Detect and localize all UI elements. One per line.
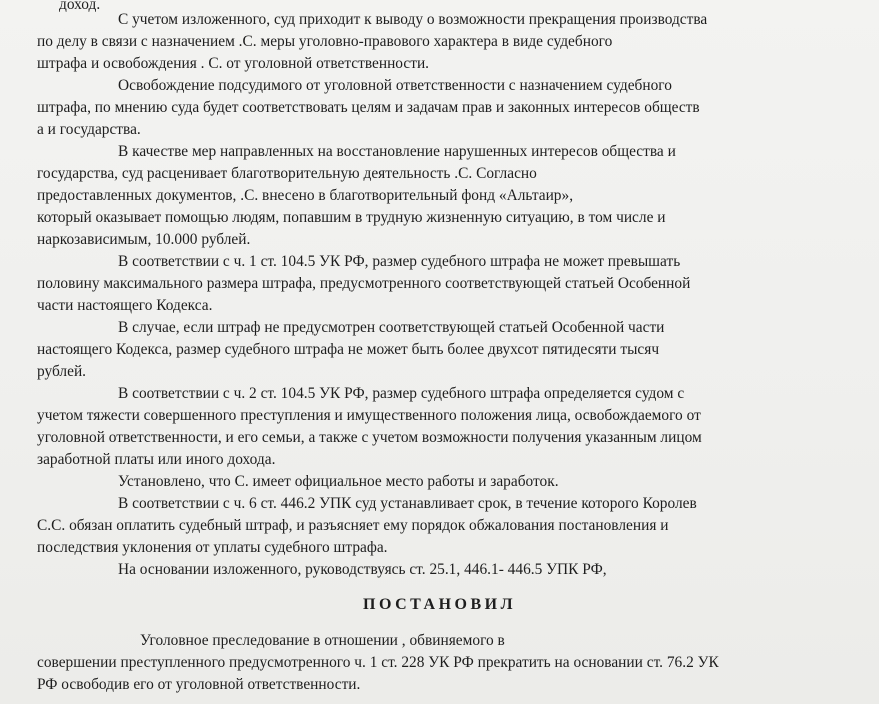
- text-line-5: Освобождение подсудимого от уголовной ответственности с назначением судебного: [118, 77, 672, 94]
- text-line-23: Установлено, что С. имеет официальное место работы и заработок.: [118, 473, 559, 490]
- text-line-14: половину максимального размера штрафа, предусмотренного соответствующей статьей Особенной: [37, 275, 691, 292]
- text-line-15: части настоящего Кодекса.: [37, 297, 213, 314]
- text-line-26: последствия уклонения от уплаты судебного штрафа.: [37, 539, 388, 556]
- text-line-27: На основании изложенного, руководствуясь ст. 25.1, 446.1- 446.5 УПК РФ,: [118, 561, 607, 578]
- text-line-2: С учетом изложенного, суд приходит к выводу о возможности прекращения производства: [118, 11, 708, 28]
- text-line-17: настоящего Кодекса, размер судебного штрафа не может быть более двухсот пятидесяти тысяч: [37, 341, 660, 358]
- ruling-line-1: Уголовное преследование в отношении , обвиняемого в: [140, 632, 505, 649]
- text-line-25: С.С. обязан оплатить судебный штраф, и разъясняет ему порядок обжалования постановления и: [37, 517, 669, 534]
- text-line-24: В соответствии с ч. 6 ст. 446.2 УПК суд устанавливает срок, в течение которого Королев: [118, 495, 697, 512]
- text-line-3: по делу в связи с назначением .С. меры уголовно-правового характера в виде судебного: [37, 33, 613, 50]
- text-line-8: В качестве мер направленных на восстановление нарушенных интересов общества и: [118, 143, 676, 160]
- text-line-4: штрафа и освобождения . С. от уголовной ответственности.: [37, 55, 430, 72]
- text-line-9: государства, суд расценивает благотворительную деятельность .С. Согласно: [37, 165, 537, 182]
- ruling-line-2: совершении преступленного предусмотренного ч. 1 ст. 228 УК РФ прекратить на основании ст. 76.2 УК: [37, 654, 719, 671]
- text-line-18: рублей.: [37, 363, 87, 380]
- text-line-11: который оказывает помощью людям, попавшим в трудную жизненную ситуацию, в том числе и: [37, 209, 666, 226]
- text-line-19: В соответствии с ч. 2 ст. 104.5 УК РФ, размер судебного штрафа определяется судом с: [118, 385, 685, 402]
- text-line-10: предоставленных документов, .С. внесено в благотворительный фонд «Альтаир»,: [37, 187, 574, 204]
- text-line-22: заработной платы или иного дохода.: [37, 451, 276, 468]
- text-line-7: а и государства.: [37, 121, 141, 138]
- text-line-1: доход.: [59, 0, 101, 13]
- text-line-20: учетом тяжести совершенного преступления и имущественного положения лица, освобождаемого от: [37, 407, 701, 424]
- ruling-line-3: РФ освободив его от уголовной ответственности.: [37, 676, 361, 693]
- text-line-21: уголовной ответственности, и его семьи, а также с учетом возможности получения указанным лицом: [37, 429, 702, 446]
- text-line-13: В соответствии с ч. 1 ст. 104.5 УК РФ, размер судебного штрафа не может превышать: [118, 253, 681, 270]
- text-line-16: В случае, если штраф не предусмотрен соответствующей статьей Особенной части: [118, 319, 665, 336]
- ruling-heading: ПОСТАНОВИЛ: [363, 596, 516, 613]
- text-line-6: штрафа, по мнению суда будет соответствовать целям и задачам прав и законных интересов обществ: [37, 99, 700, 116]
- text-line-12: наркозависимым, 10.000 рублей.: [37, 231, 251, 248]
